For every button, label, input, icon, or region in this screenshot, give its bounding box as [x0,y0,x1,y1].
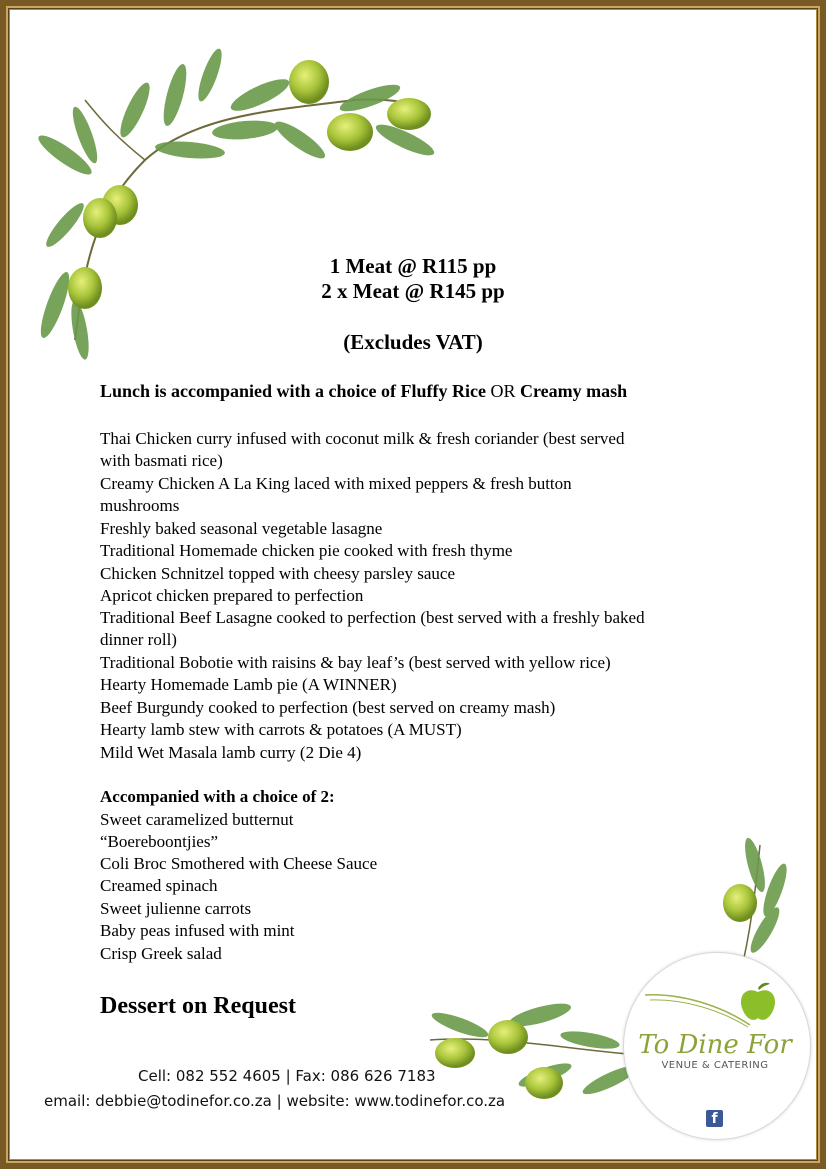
menu-line: Traditional Bobotie with raisins & bay leaf’s (best served with yellow rice) [100,653,611,672]
menu-line: dinner roll) [100,630,177,649]
menu-line: Creamy Chicken A La King laced with mixed peppers & fresh button [100,474,572,493]
side-item: “Boereboontjies” [100,832,219,851]
menu-line: Beef Burgundy cooked to perfection (best served on creamy mash) [100,698,556,717]
logo-name: To Dine For [638,1030,792,1060]
logo-tagline: VENUE & CATERING [661,1060,769,1071]
side-item: Baby peas infused with mint [100,921,295,940]
side-item: Crisp Greek salad [100,944,222,963]
price-two-meat: 2 x Meat @ R145 pp [321,279,505,303]
lunch-intro [100,381,627,402]
side-item: Sweet julienne carrots [100,899,252,918]
vat-note: (Excludes VAT) [343,330,483,354]
sides-heading: Accompanied with a choice of 2: [100,787,335,806]
menu-line: Hearty lamb stew with carrots & potatoes (A MUST) [100,720,462,739]
lunch-intro-suffix: Creamy mash [520,381,628,401]
menu-line: with basmati rice) [100,451,223,470]
facebook-icon[interactable]: f [706,1110,723,1127]
logo-swash-icon [640,985,760,1030]
menu-line: mushrooms [100,496,180,515]
menu-line: Traditional Homemade chicken pie cooked with fresh thyme [100,541,513,560]
contact-phones: Cell: 082 552 4605 | Fax: 086 626 7183 [138,1067,436,1085]
lunch-intro-or: OR [490,381,516,401]
olive-branch-top-illustration [25,40,445,360]
menu-line: Thai Chicken curry infused with coconut milk & fresh coriander (best served [100,429,625,448]
menu-line: Freshly baked seasonal vegetable lasagne [100,519,383,538]
menu-line: Traditional Beef Lasagne cooked to perfection (best served with a freshly baked [100,608,645,627]
menu-line: Chicken Schnitzel topped with cheesy parsley sauce [100,564,455,583]
menu-line: Hearty Homemade Lamb pie (A WINNER) [100,675,397,694]
side-item: Coli Broc Smothered with Cheese Sauce [100,854,378,873]
price-one-meat: 1 Meat @ R115 pp [329,254,497,278]
side-item: Sweet caramelized butternut [100,810,294,829]
menu-line: Apricot chicken prepared to perfection [100,586,364,605]
lunch-intro-prefix: Lunch is accompanied with a choice of Fluffy Rice [100,381,486,401]
dessert-heading: Dessert on Request [100,993,296,1019]
contact-web[interactable]: email: debbie@todinefor.co.za | website: www.todinefor.co.za [44,1092,506,1110]
menu-line: Mild Wet Masala lamb curry (2 Die 4) [100,743,362,762]
side-item: Creamed spinach [100,876,218,895]
